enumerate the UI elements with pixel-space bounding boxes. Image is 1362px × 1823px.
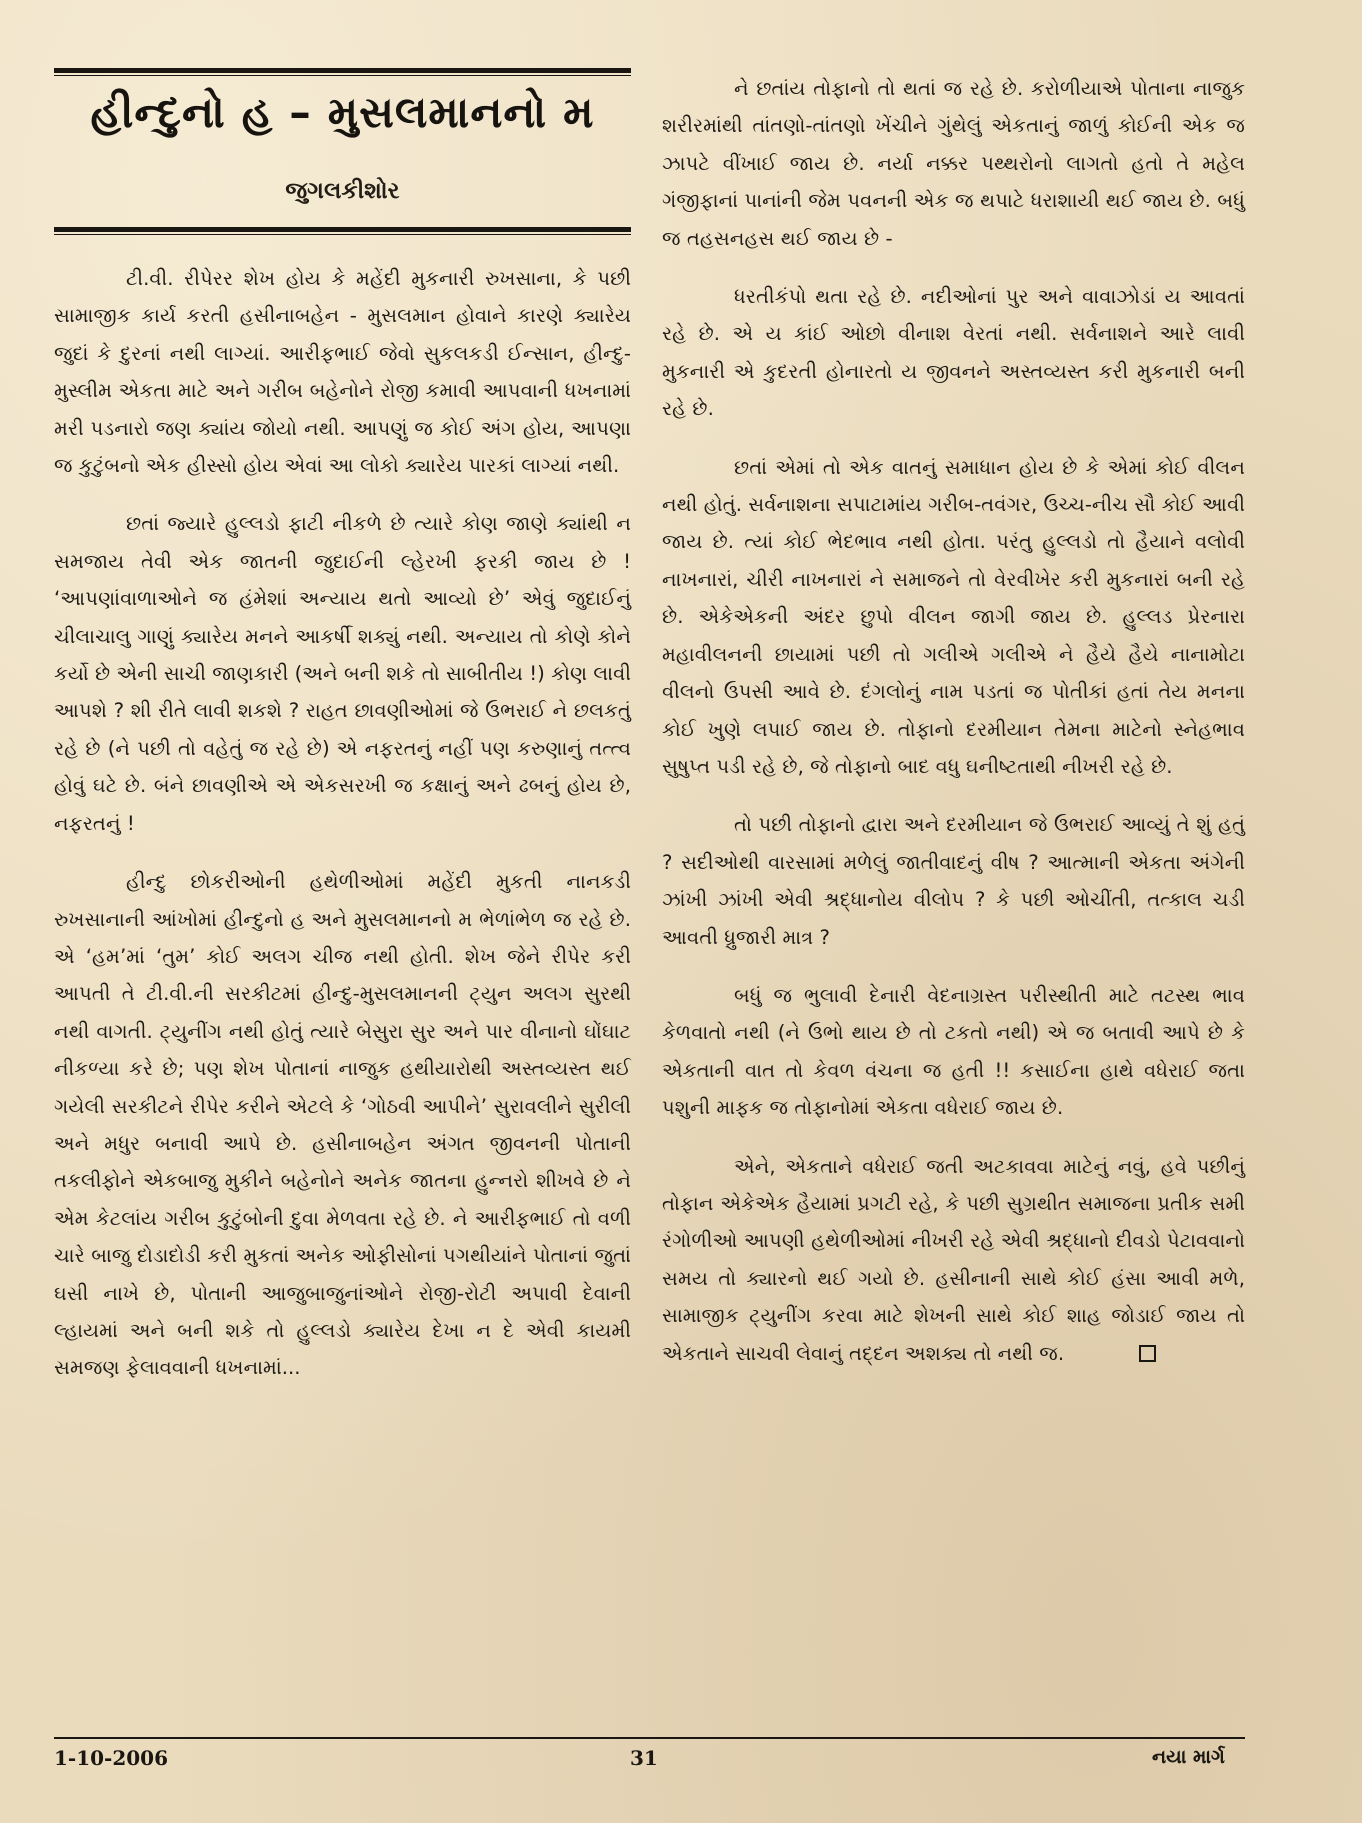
page-number: 31 (630, 1746, 658, 1770)
end-of-article-box-icon (1139, 1345, 1156, 1362)
paragraph-with-end-mark (662, 1148, 1245, 1372)
footer-rule (54, 1737, 1245, 1739)
paragraph-text: એને, એકતાને વધેરાઈ જતી અટકાવવા માટેનું નવું, હવે પછીનું તોફાન એકેએક હૈયામાં પ્રગટી રહે, કે પછી સુગ્રથીત સમાજના પ્રતીક સમી રંગોળીઓ આપણી હથેળીઓમાં નીખરી રહે એવી શ્રદ્ધાનો દીવડો પેટાવવાનો સમય તો ક્યારનો થઈ ગયો છે. હસીનાની સાથે કોઈ હંસા આવી મળે, સામાજીક ટ્યુનીંગ કરવા માટે શેખની સાથે કોઈ શાહ જોડાઈ જાય તો એકતાને સાચવી લેવાનું તદ્દન અશક્ય તો નથી જ. (662, 1154, 1245, 1365)
paragraph: ટી.વી. રીપેરર શેખ હોય કે મહેંદી મુકનારી રુખસાના, કે પછી સામાજીક કાર્ય કરતી હસીનાબહેન - મુસલમાન હોવાને કારણે ક્યારેય જુદાં કે દુરનાં નથી લાગ્યાં. આરીફભાઈ જેવો સુકલકડી ઈન્સાન, હીન્દુ-મુસ્લીમ એકતા માટે અને ગરીબ બહેનોને રોજી કમાવી આપવાની ધખનામાં મરી પડનારો જણ ક્યાંય જોયો નથી. આપણું જ કોઈ અંગ હોય, આપણા જ કુટુંબનો એક હીસ્સો હોય એવાં આ લોકો ક્યારેય પારકાં લાગ્યાં નથી. (54, 267, 631, 478)
paragraph: હીન્દુ છોકરીઓની હથેળીઓમાં મહેંદી મુકતી નાનકડી રુખસાનાની આંખોમાં હીન્દુનો હ અને મુસલમાનનો મ ભેળાંભેળ જ રહે છે. એ ‘હમ’માં ‘તુમ’ કોઈ અલગ ચીજ નથી હોતી. શેખ જેને રીપેર કરી આપતી તે ટી.વી.ની સરકીટમાં હીન્દુ-મુસલમાનની ટ્યુન અલગ સુરથી નથી વાગતી. ટ્યુનીંગ નથી હોતું ત્યારે બેસુરા સુર અને પાર વીનાનો ઘોંઘાટ નીકળ્યા કરે છે; પણ શેખ પોતાનાં નાજુક હથીયારોથી અસ્તવ્યસ્ત થઈ ગયેલી સરકીટને રીપેર કરીને એટલે કે ‘ગોઠવી આપીને’ સુરાવલીને સુરીલી અને મધુર બનાવી આપે છે. હસીનાબહેન અંગત જીવનની પોતાની તકલીફોને એકબાજુ મુકીને બહેનોને અનેક જાતના હુન્નરો શીખવે છે ને એમ કેટલાંય ગરીબ કુટુંબોની દુવા મેળવતા રહે છે. ને આરીફભાઈ તો વળી ચારે બાજુ દોડાદોડી કરી મુકતાં અનેક ઓફીસોનાં પગથીયાંને પોતાનાં જુતાં ઘસી નાખે છે, પોતાની આજુબાજુનાંઓને રોજી-રોટી અપાવી દેવાની લ્હાયમાં અને બની શકે તો હુલ્લડો ક્યારેય દેખા ન દે એવી કાયમી સમજણ ફેલાવવાની ધખનામાં... (54, 870, 631, 1380)
article-author: જુગલકીશોર (285, 178, 400, 204)
left-body-text (54, 260, 631, 1408)
issue-date: 1-10-2006 (54, 1746, 169, 1770)
magazine-name: નયા માર્ગ (1152, 1746, 1225, 1768)
paragraph: ને છતાંય તોફાનો તો થતાં જ રહે છે. કરોળીયાએ પોતાના નાજુક શરીરમાંથી તાંતણો-તાંતણો ખેંચીને ગુંથેલું એકતાનું જાળું કોઈની એક જ ઝાપટે વીંખાઈ જાય છે. નર્યા નક્કર પથ્થરોનો લાગતો હતો તે મહેલ ગંજીફાનાં પાનાંની જેમ પવનની એક જ થપાટે ધરાશાયી થઈ જાય છે. બધું જ તહસનહસ થઈ જાય છે - (662, 77, 1245, 250)
title-bottom-rule (54, 227, 631, 235)
title-top-rule (54, 68, 631, 76)
paragraph: છતાં એમાં તો એક વાતનું સમાધાન હોય છે કે એમાં કોઈ વીલન નથી હોતું. સર્વનાશના સપાટામાંય ગરીબ-તવંગર, ઉચ્ચ-નીચ સૌ કોઈ આવી જાય છે. ત્યાં કોઈ ભેદભાવ નથી હોતા. પરંતુ હુલ્લડો તો હૈયાને વલોવી નાખનારાં, ચીરી નાખનારાં ને સમાજને તો વેરવીખેર કરી મુકનારાં બની રહે છે. એકેએકની અંદર છુપો વીલન જાગી જાય છે. હુલ્લડ પ્રેરનારા મહાવીલનની છાયામાં પછી તો ગલીએ ગલીએ ને હૈયે હૈયે નાનામોટા વીલનો ઉપસી આવે છે. દંગલોનું નામ પડતાં જ પોતીકાં હતાં તેય મનના કોઈ ખુણે લપાઈ જાય છે. તોફાનો દરમીયાન તેમના માટેનો સ્નેહભાવ સુષુપ્ત પડી રહે છે, જે તોફાનો બાદ વધુ ઘનીષ્ટતાથી નીખરી રહે છે. (662, 455, 1245, 778)
paragraph: બધું જ ભુલાવી દેનારી વેદનાગ્રસ્ત પરીસ્થીતી માટે તટસ્થ ભાવ કેળવાતો નથી (ને ઉભો થાય છે તો ટકતો નથી) એ જ બતાવી આપે છે કે એકતાની વાત તો કેવળ વંચના જ હતી !! કસાઈના હાથે વધેરાઈ જતા પશુની માફક જ તોફાનોમાં એકતા વધેરાઈ જાય છે. (662, 983, 1245, 1120)
right-body-text (662, 70, 1245, 1393)
paragraph: તો પછી તોફાનો દ્વારા અને દરમીયાન જે ઉભરાઈ આવ્યું તે શું હતું ? સદીઓથી વારસામાં મળેલું જાતીવાદનું વીષ ? આત્માની એકતા અંગેની ઝાંખી ઝાંખી એવી શ્રદ્ધાનોય વીલોપ ? કે પછી ઓચીંતી, તત્કાલ ચડી આવતી ધ્રુજારી માત્ર ? (662, 813, 1245, 949)
paragraph: છતાં જ્યારે હુલ્લડો ફાટી નીકળે છે ત્યારે કોણ જાણે ક્યાંથી ન સમજાય તેવી એક જાતની જુદાઈની લ્હેરખી ફરકી જાય છે ! ‘આપણાંવાળાઓને જ હંમેશાં અન્યાય થતો આવ્યો છે’ એવું જુદાઈનું ચીલાચાલુ ગાણું ક્યારેય મનને આકર્ષી શક્યું નથી. અન્યાય તો કોણે કોને કર્યો છે એની સાચી જાણકારી (અને બની શકે તો સાબીતીય !) કોણ લાવી આપશે ? શી રીતે લાવી શકશે ? રાહત છાવણીઓમાં જે ઉભરાઈ ને છલકતું રહે છે (ને પછી તો વહેતું જ રહે છે) એ નફરતનું નહીં પણ કરુણાનું તત્ત્વ હોવું ઘટે છે. બંને છાવણીએ એ એકસરખી જ કક્ષાનું અને ઢબનું હોય છે, નફરતનું ! (54, 512, 631, 835)
paragraph: ધરતીકંપો થતા રહે છે. નદીઓનાં પુર અને વાવાઝોડાં ય આવતાં રહે છે. એ ય કાંઈ ઓછો વીનાશ વેરતાં નથી. સર્વનાશને આરે લાવી મુકનારી એ કુદરતી હોનારતો ય જીવનને અસ્તવ્યસ્ત કરી મુકનારી બની રહે છે. (662, 285, 1245, 421)
article-title: હીન્દુનો હ – મુસલમાનનો મ (90, 88, 595, 138)
